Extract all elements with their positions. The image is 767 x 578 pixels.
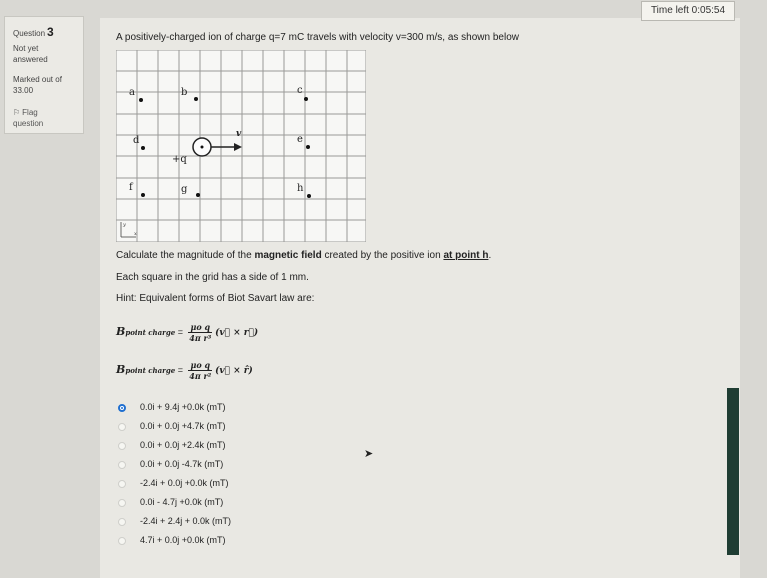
formula-2-lhs: B <box>116 362 126 376</box>
grid-diagram <box>116 50 366 242</box>
calc-suffix: . <box>488 250 492 261</box>
formula-r-squared: Bpoint charge = $\frac{\text{μo q}}{\text{4π r²}}$ (v⃗ × r̂) <box>116 360 253 381</box>
point-d-label: d <box>133 135 140 146</box>
question-marks <box>13 74 62 96</box>
y-axis-label: y <box>123 222 126 228</box>
calc-target: at point h <box>443 250 489 261</box>
point-e-label: e <box>297 134 303 145</box>
radio-unselected[interactable] <box>118 499 126 507</box>
status-line-2: answered <box>13 55 48 64</box>
answer-option-label: 0.0i + 9.4j +0.0k (mT) <box>140 402 226 412</box>
radio-unselected[interactable] <box>118 518 126 526</box>
formula-2-den: 4π r² <box>189 371 212 381</box>
flag-line-1: Flag <box>22 108 38 117</box>
formula-1-lhs: B <box>116 324 126 338</box>
point-h-dot <box>307 194 311 198</box>
radio-unselected[interactable] <box>118 442 126 450</box>
formula-1-den: 4π r³ <box>189 333 212 343</box>
question-number: 3 <box>47 25 54 39</box>
question-label <box>13 25 54 39</box>
point-e-dot <box>306 145 310 149</box>
scrollbar[interactable] <box>727 388 739 555</box>
formula-1-rhs: (v⃗ × r⃗) <box>215 327 259 338</box>
point-g-label: g <box>181 184 188 195</box>
answer-option-label: -2.4i + 2.4j + 0.0k (mT) <box>140 516 232 526</box>
formula-2-sub: point charge <box>125 365 176 375</box>
grid-background <box>116 50 366 242</box>
ion-center-dot <box>201 146 204 149</box>
point-c-label: c <box>297 85 303 96</box>
ion-charge-label: +q <box>172 154 187 165</box>
calc-middle: created by the positive ion <box>321 250 444 261</box>
calc-bold: magnetic field <box>254 250 322 261</box>
answer-option-label: -2.4i + 0.0j +0.0k (mT) <box>140 478 229 488</box>
radio-unselected[interactable] <box>118 423 126 431</box>
calc-prefix: Calculate the magnitude of the <box>116 250 255 261</box>
x-axis-label: x <box>134 231 137 237</box>
velocity-label: v <box>236 129 242 139</box>
calc-instruction <box>116 250 491 261</box>
answer-option-label: 0.0i + 0.0j +2.4k (mT) <box>140 440 226 450</box>
marked-line-2: 33.00 <box>13 86 34 95</box>
flag-icon: ⚐ <box>13 108 21 117</box>
answer-option-label: 0.0i + 0.0j +4.7k (mT) <box>140 421 226 431</box>
hint-text: Hint: Equivalent forms of Biot Savart law are: <box>116 293 315 304</box>
point-h-label: h <box>297 183 304 194</box>
point-b-label: b <box>181 87 188 98</box>
point-d-dot <box>141 146 145 150</box>
formula-1-fraction <box>188 322 212 343</box>
marked-line-1: Marked out of <box>13 75 62 84</box>
radio-selected[interactable] <box>118 404 126 412</box>
radio-unselected[interactable] <box>118 537 126 545</box>
answer-option-label: 0.0i + 0.0j -4.7k (mT) <box>140 459 224 469</box>
formula-2-fraction <box>188 360 212 381</box>
point-f-dot <box>141 193 145 197</box>
point-c-dot <box>304 97 308 101</box>
time-left-indicator: Time left 0:05:54 <box>641 1 735 21</box>
status-line-1: Not yet <box>13 44 39 53</box>
point-b-dot <box>194 97 198 101</box>
radio-unselected[interactable] <box>118 480 126 488</box>
question-prefix: Question <box>13 29 46 38</box>
formula-1-num: μo q <box>190 322 211 332</box>
square-side-text: Each square in the grid has a side of 1 mm. <box>116 272 309 283</box>
point-f-label: f <box>129 182 133 193</box>
formula-2-num: μo q <box>190 360 211 370</box>
question-text: A positively-charged ion of charge q=7 mC travels with velocity v=300 m/s, as shown below <box>116 32 519 43</box>
flag-line-2: question <box>13 119 44 128</box>
flag-question-link[interactable] <box>13 107 43 129</box>
point-a-dot <box>139 98 143 102</box>
formula-1-sub: point charge <box>125 327 176 337</box>
answer-option-label: 0.0i - 4.7j +0.0k (mT) <box>140 497 224 507</box>
point-a-label: a <box>129 87 135 98</box>
mouse-cursor-icon: ➤ <box>364 448 374 460</box>
question-status <box>13 43 48 65</box>
grid-figure <box>116 50 366 247</box>
answer-option-label: 4.7i + 0.0j +0.0k (mT) <box>140 535 226 545</box>
formula-r-cubed: Bpoint charge = $\frac{\text{μo q}}{\text{4π r³}}$ (v⃗ × r⃗) <box>116 322 259 343</box>
formula-2-rhs: (v⃗ × r̂) <box>215 365 253 376</box>
radio-unselected[interactable] <box>118 461 126 469</box>
point-g-dot <box>196 193 200 197</box>
question-info-panel <box>4 16 84 134</box>
